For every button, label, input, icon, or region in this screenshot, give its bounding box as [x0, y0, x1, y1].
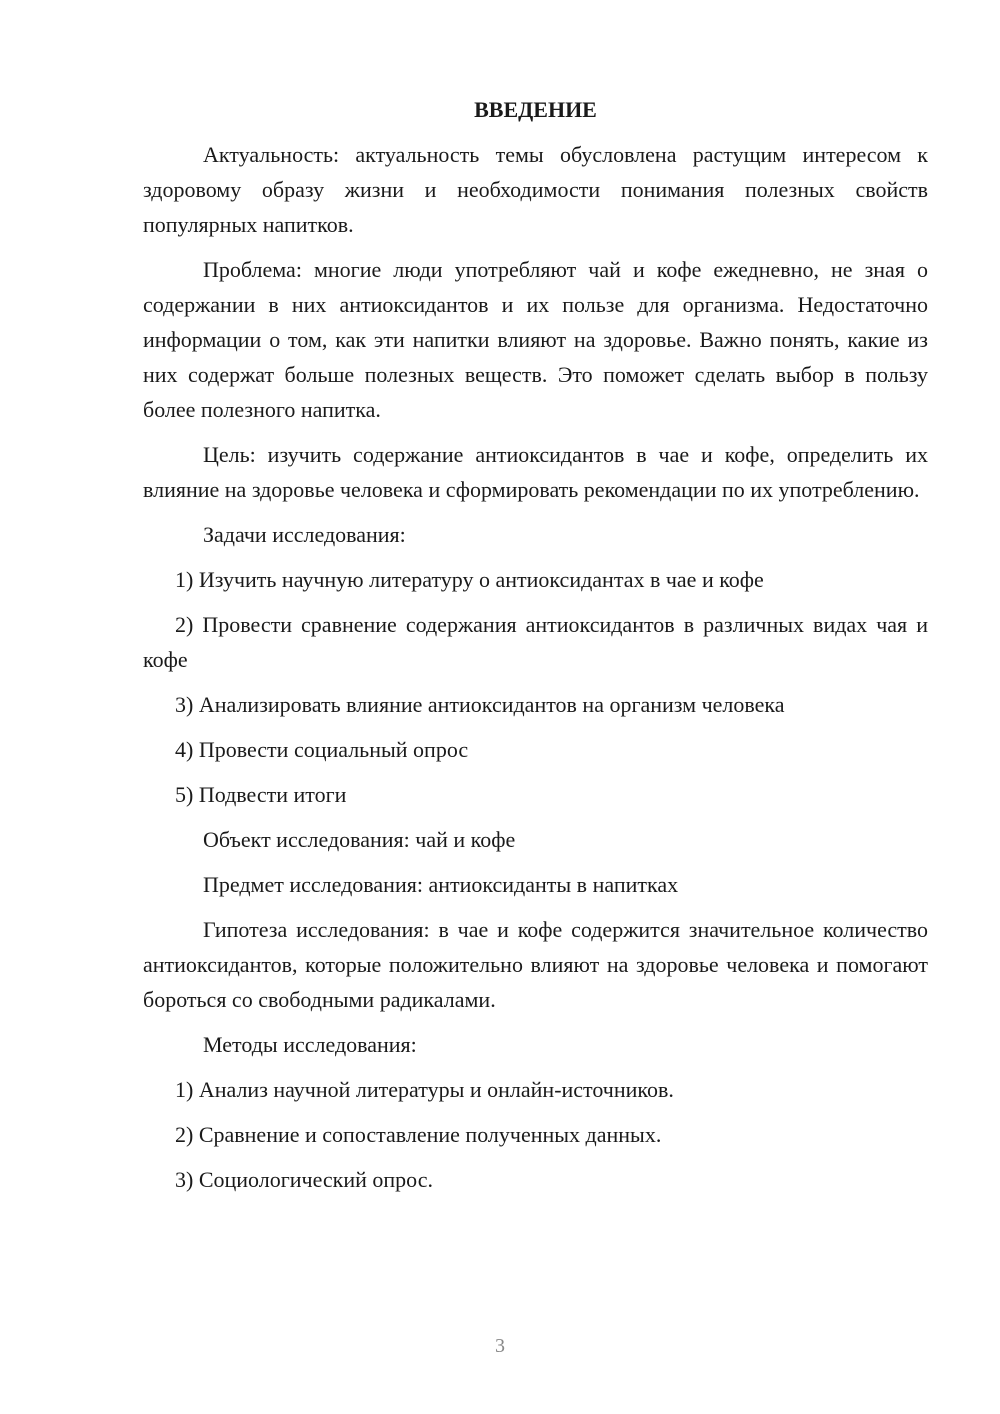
- task-item: 4) Провести социальный опрос: [175, 737, 469, 762]
- tasks-label: Задачи исследования:: [203, 522, 406, 547]
- research-object: Объект исследования: чай и кофе: [203, 827, 516, 852]
- goal-paragraph: Цель: изучить содержание антиоксидантов в чае и кофе, определить их влияние на здоровье человека и сформировать рекомендации по их употреблению.: [143, 442, 928, 502]
- page-title: ВВЕДЕНИЕ: [474, 97, 597, 122]
- method-item: 3) Социологический опрос.: [175, 1167, 433, 1192]
- task-item: 5) Подвести итоги: [175, 782, 347, 807]
- task-item: 3) Анализировать влияние антиоксидантов на организм человека: [175, 692, 785, 717]
- method-item: 2) Сравнение и сопоставление полученных данных.: [175, 1122, 662, 1147]
- page-content: [143, 92, 928, 1207]
- task-item: 2) Провести сравнение содержания антиоксидантов в различных видах чая и кофе: [143, 612, 928, 672]
- page-number: 3: [495, 1335, 505, 1357]
- task-item: 1) Изучить научную литературу о антиоксидантах в чае и кофе: [175, 567, 764, 592]
- problem-paragraph: Проблема: многие люди употребляют чай и кофе ежедневно, не зная о содержании в них антиоксидантов и их пользе для организма. Недостаточно информации о том, как эти напитки влияют на здоровье. Важно понять, какие из них содержат больше полезных веществ. Это поможет сделать выбор в пользу более полезного напитка.: [143, 257, 928, 422]
- research-subject: Предмет исследования: антиоксиданты в напитках: [203, 872, 679, 897]
- relevance-paragraph: Актуальность: актуальность темы обусловлена растущим интересом к здоровому образу жизни и необходимости понимания полезных свойств популярных напитков.: [143, 142, 928, 237]
- method-item: 1) Анализ научной литературы и онлайн-источников.: [175, 1077, 674, 1102]
- hypothesis-paragraph: Гипотеза исследования: в чае и кофе содержится значительное количество антиоксидантов, которые положительно влияют на здоровье человека и помогают бороться со свободными радикалами.: [143, 917, 928, 1012]
- methods-label: Методы исследования:: [203, 1032, 417, 1057]
